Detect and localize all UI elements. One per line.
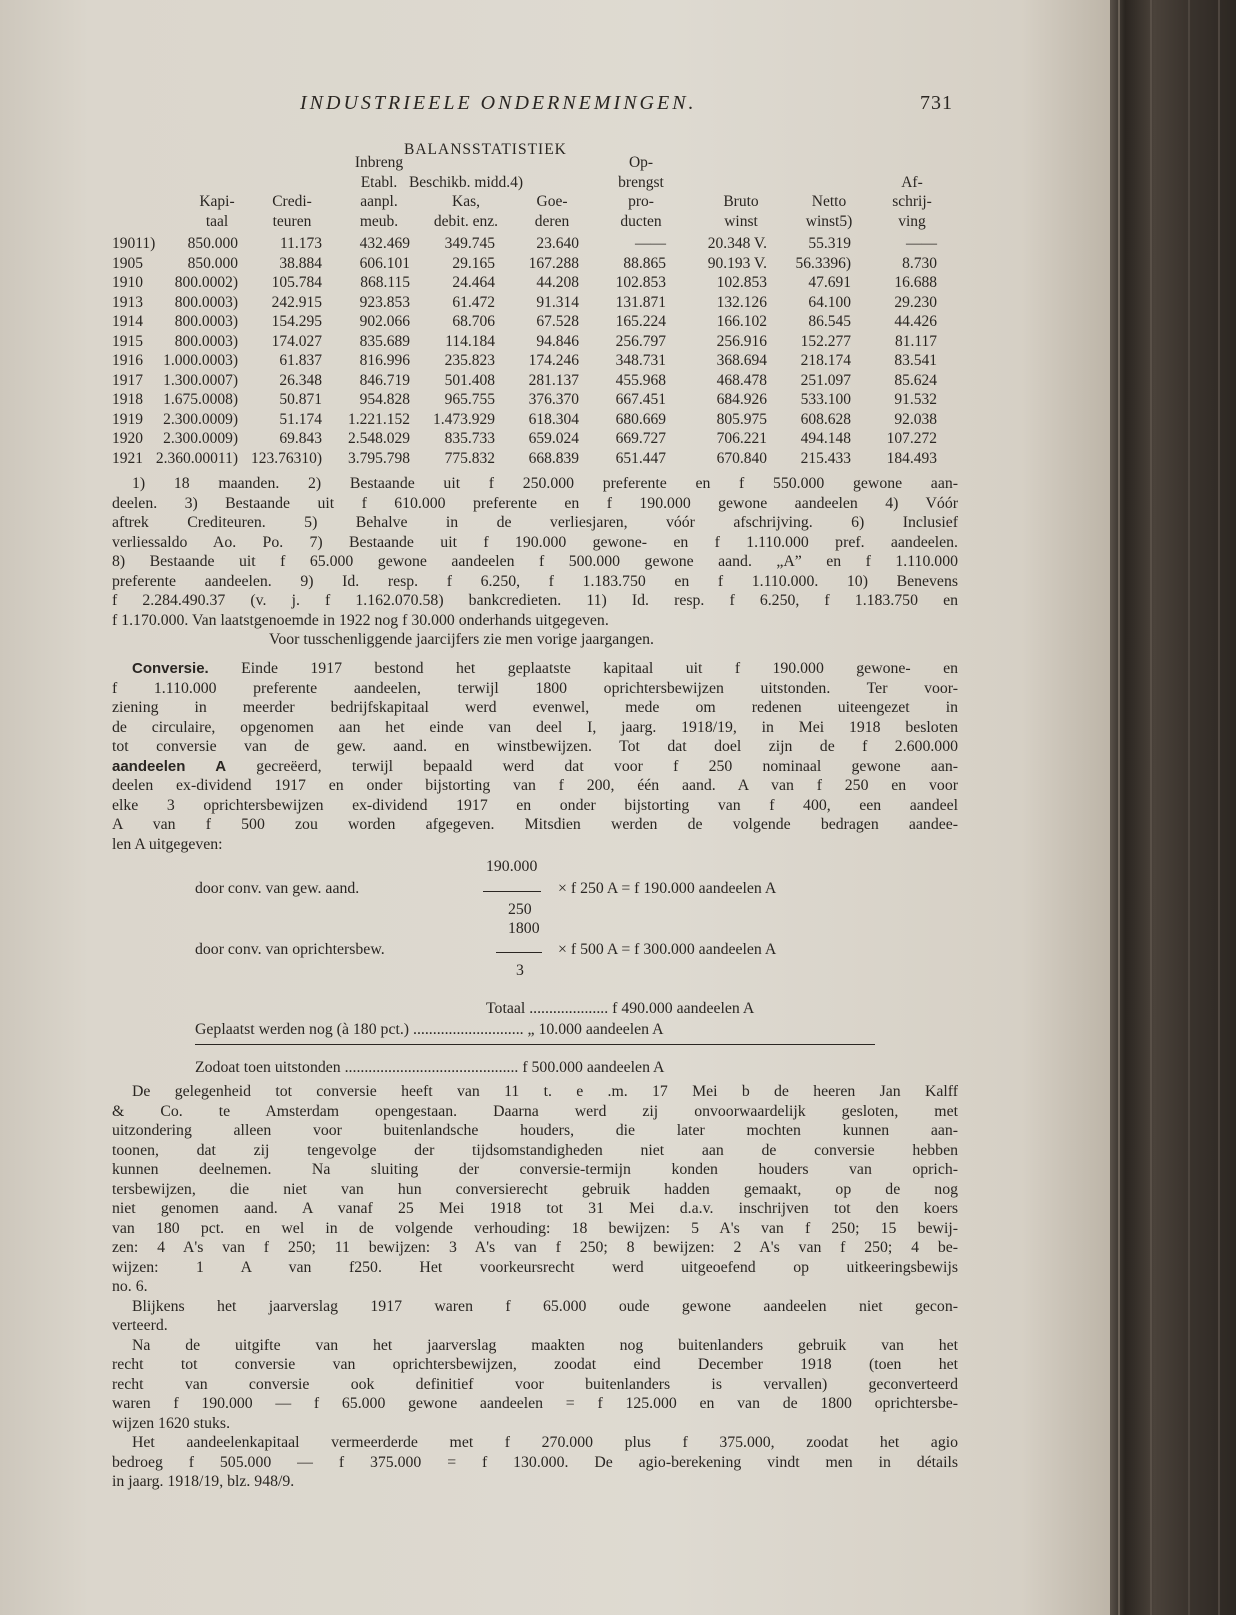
table-cell: 56.3396) <box>795 254 851 272</box>
table-cell: 432.469 <box>359 235 410 252</box>
paragraph-line: waren f 190.000 — f 65.000 gewone aandeelen = f 125.000 en van de 1800 oprichtersbe- <box>112 1395 958 1412</box>
table-cell: 468.478 <box>716 371 767 389</box>
table-cell: 88.865 <box>623 254 666 272</box>
column-header-kas: debit. enz. <box>433 212 499 230</box>
table-title: BALANSSTATISTIEK <box>404 141 567 158</box>
table-cell: 154.295 <box>271 313 322 330</box>
table-cell: 965.755 <box>444 391 495 408</box>
fraction-bar <box>483 891 541 892</box>
calc-result: × f 500 A = f 300.000 aandeelen A <box>558 941 777 958</box>
table-cell: 850.000 <box>187 235 238 252</box>
table-cell: 16.688 <box>894 274 937 291</box>
calc-result: × f 250 A = f 190.000 aandeelen A <box>558 880 777 897</box>
paragraph-line: kunnen deelnemen. Na sluiting der conversie-termijn konden houders van oprich- <box>112 1161 958 1178</box>
paragraph-line: zen: 4 A's van f 250; 11 bewijzen: 3 A's van f 250; 8 bewijzen: 2 A's van f 250; 4 be- <box>112 1239 958 1256</box>
conversie-section <box>112 659 958 854</box>
fraction-denominator: 3 <box>516 962 524 979</box>
table-cell: 251.097 <box>800 371 851 389</box>
paragraph-line: van 180 pct. en wel in de volgende verhouding: 18 bewijzen: 5 A's van f 250; 15 bewij- <box>112 1219 958 1237</box>
table-cell: 107.272 <box>886 430 937 447</box>
table-cell: 455.968 <box>615 371 666 389</box>
note-line: Voor tusschenliggende jaarcijfers zie men vorige jaargangen. <box>269 631 654 648</box>
text-line <box>112 659 958 679</box>
column-header-opbrengst: Op- <box>628 154 654 171</box>
table-cell: 667.451 <box>615 391 666 408</box>
table-cell: 2.300.0009) <box>163 410 238 428</box>
text-line <box>112 757 958 777</box>
table-cell: 368.694 <box>716 352 767 369</box>
fraction-denominator: 250 <box>508 901 532 918</box>
table-cell: —— <box>635 235 666 252</box>
table-cell: 954.828 <box>359 391 410 408</box>
sum-rule <box>195 1044 875 1045</box>
table-cell: 24.464 <box>452 274 495 291</box>
table-cell: 775.832 <box>444 449 495 467</box>
footnote-line: verliessaldo Ao. Po. 7) Bestaande uit f 190.000 gewone- en f 1.110.000 pref. aandeelen. <box>112 533 958 551</box>
table-cell: 235.823 <box>444 352 495 369</box>
table-cell: 684.926 <box>716 391 767 408</box>
paragraph-line: Het aandeelenkapitaal vermeerderde met f 270.000 plus f 375.000, zoodat het agio <box>132 1434 958 1451</box>
column-header-bruto: winst <box>724 212 758 230</box>
table-cell: 166.102 <box>716 313 767 330</box>
table-cell: 83.541 <box>894 352 937 369</box>
table-cell: 1.221.152 <box>348 410 410 428</box>
table-row-year: 1921 <box>112 449 143 467</box>
table-row-year: 1905 <box>112 254 143 272</box>
table-cell: 1.300.0007) <box>163 371 238 389</box>
table-cell: 1.473.929 <box>433 410 495 428</box>
table-cell: 846.719 <box>359 371 410 389</box>
book-binding <box>1110 0 1236 1615</box>
paragraph-line: niet genomen aand. A vanaf 25 Mei 1918 tot 31 Mei d.a.v. inschrijven tot den koers <box>112 1200 958 1217</box>
text-line: de circulaire, opgenomen aan het einde van deel I, jaarg. 1918/19, in Mei 1918 besloten <box>112 718 958 736</box>
table-cell: 102.853 <box>716 274 767 291</box>
table-row-year: 1913 <box>112 293 143 311</box>
column-header-inbreng: Etabl. <box>360 173 398 191</box>
section-heading: Conversie. <box>132 660 209 677</box>
table-row-year: 1914 <box>112 313 143 330</box>
table-cell: 651.447 <box>615 449 666 467</box>
table-cell: 608.628 <box>800 410 851 428</box>
table-cell: 805.975 <box>716 410 767 428</box>
table-cell: 152.277 <box>800 332 851 350</box>
paragraph-line: in jaarg. 1918/19, blz. 948/9. <box>112 1473 295 1490</box>
table-cell: 218.174 <box>800 352 851 369</box>
paragraph-line: wijzen: 1 A van f250. Het voorkeursrecht werd uitgeoefend op uitkeeringsbewijs <box>112 1258 958 1276</box>
paragraph-line: no. 6. <box>112 1278 148 1295</box>
body-paragraphs <box>112 1082 958 1492</box>
table-cell: 376.370 <box>528 391 579 408</box>
footnote-line: f 2.284.490.37 (v. j. f 1.162.070.58) bankcredieten. 11) Id. resp. f 6.250, f 1.183.750 en <box>112 592 958 609</box>
table-cell: 349.745 <box>444 235 495 252</box>
column-header-bruto: Bruto <box>723 193 759 210</box>
table-row-year: 1916 <box>112 352 143 369</box>
table-cell: 670.840 <box>716 449 767 467</box>
table-cell: 26.348 <box>279 371 322 389</box>
table-cell: 800.0002) <box>174 274 238 291</box>
column-header-afschrijving: Af- <box>901 173 923 191</box>
table-cell: 3.795.798 <box>348 449 410 467</box>
table-cell: 38.884 <box>279 254 322 272</box>
table-cell: 242.915 <box>271 293 322 311</box>
text-run: Einde 1917 bestond het geplaatste kapitaal uit f 190.000 gewone- en <box>241 660 958 677</box>
table-cell: 533.100 <box>800 391 851 408</box>
table-cell: 800.0003) <box>174 332 238 350</box>
table-row-year: 1917 <box>112 371 143 389</box>
paragraph-line: verteerd. <box>112 1317 168 1334</box>
table-cell: 55.319 <box>808 235 851 252</box>
column-header-opbrengst: ducten <box>620 212 662 230</box>
page-number: 731 <box>920 92 953 114</box>
text-line: ziening in meerder bedrijfskapitaal werd evenwel, mede om redenen uiteengezet in <box>112 699 958 716</box>
table-cell: 92.038 <box>894 410 937 428</box>
column-header-inbreng: meub. <box>359 212 399 230</box>
table-cell: 67.528 <box>536 313 579 330</box>
column-header-goederen: Goe- <box>536 193 568 210</box>
paragraph-line: tersbewijzen, die niet van hun conversierecht gebruik hadden gemaakt, op de nog <box>112 1180 958 1198</box>
table-cell: 61.472 <box>452 293 495 311</box>
paragraph-line: recht tot conversie van oprichtersbewijzen, zoodat eind December 1918 (toen het <box>112 1356 958 1373</box>
calc-label: door conv. van gew. aand. <box>195 880 360 897</box>
table-cell: 348.731 <box>615 352 666 369</box>
table-cell: 20.348 V. <box>707 235 767 252</box>
table-row-year: 19011) <box>112 235 156 252</box>
column-header-kas: Beschikb. midd.4) <box>408 173 524 191</box>
table-row-year: 1920 <box>112 430 143 447</box>
column-header-inbreng: aanpl. <box>360 193 398 210</box>
column-header-inbreng: Inbreng <box>354 154 404 171</box>
table-cell: 2.548.029 <box>348 430 410 447</box>
paragraph-line: Blijkens het jaarverslag 1917 waren f 65.000 oude gewone aandeelen niet gecon- <box>132 1297 958 1315</box>
table-cell: 850.000 <box>187 254 238 272</box>
text-run: gecreëerd, terwijl bepaald werd dat voor f 250 nominaal gewone aan- <box>256 757 958 775</box>
table-cell: 215.433 <box>800 449 851 467</box>
table-cell: 923.853 <box>359 293 410 311</box>
table-cell: 256.916 <box>716 332 767 350</box>
column-header-afschrijving: schrij- <box>892 193 932 210</box>
calc-outstanding: Zodoat toen uitstonden ............................................ f 500.000 aandeelen A <box>195 1059 665 1076</box>
table-cell: 23.640 <box>536 235 579 252</box>
text-line: deelen ex-dividend 1917 en onder bijstorting van f 200, één aand. A van f 250 en voor <box>112 777 958 794</box>
text-line: f 1.110.000 preferente aandeelen, terwijl 1800 oprichtersbewijzen uitstonden. Ter voor- <box>112 679 958 697</box>
table-cell: 606.101 <box>359 254 410 272</box>
paragraph-line: toonen, dat zij tengevolge der tijdsomstandigheden niet aan de conversie hebben <box>112 1141 958 1159</box>
column-header-crediteuren: Credi- <box>272 193 312 210</box>
table-cell: 29.165 <box>452 254 495 272</box>
table-cell: 800.0003) <box>174 293 238 311</box>
table-cell: 50.871 <box>279 391 322 408</box>
fraction-numerator: 1800 <box>508 920 540 937</box>
paragraph-line: wijzen 1620 stuks. <box>112 1414 231 1432</box>
table-cell: 835.733 <box>444 430 495 447</box>
bold-term: aandeelen A <box>112 757 227 775</box>
text-line: A van f 500 zou worden afgegeven. Mitsdien werden de volgende bedragen aandee- <box>112 816 958 833</box>
table-cell: —— <box>906 235 937 252</box>
table-cell: 800.0003) <box>174 313 238 330</box>
table-cell: 174.027 <box>271 332 322 350</box>
table-cell: 868.115 <box>360 274 410 291</box>
table-row-year: 1915 <box>112 332 143 350</box>
table-cell: 174.246 <box>528 352 579 369</box>
paragraph-line: recht van conversie ook definitief voor buitenlanders is vervallen) geconverteerd <box>112 1375 958 1393</box>
table-cell: 1.000.0003) <box>163 352 238 369</box>
column-header-kapitaal: Kapi- <box>199 193 235 210</box>
table-cell: 835.689 <box>359 332 410 350</box>
table-row-year: 1918 <box>112 391 143 408</box>
table-cell: 105.784 <box>271 274 322 291</box>
footnote-line: 1) 18 maanden. 2) Bestaande uit f 250.000 preferente en f 550.000 gewone aan- <box>132 475 958 492</box>
table-cell: 256.797 <box>615 332 666 350</box>
table-cell: 44.426 <box>894 313 937 330</box>
column-header-netto: winst5) <box>805 212 853 230</box>
table-cell: 29.230 <box>894 293 937 311</box>
table-cell: 680.669 <box>615 410 666 428</box>
table-cell: 816.996 <box>359 352 410 369</box>
calc-issued: Geplaatst werden nog (à 180 pct.) ............................ „ 10.000 aandeelen A <box>195 1021 664 1038</box>
table-cell: 91.314 <box>536 293 579 311</box>
table-cell: 68.706 <box>452 313 495 330</box>
table-cell: 706.221 <box>716 430 767 447</box>
table-cell: 90.193 V. <box>707 254 767 272</box>
footnote-line: f 1.170.000. Van laatstgenoemde in 1922 nog f 30.000 onderhands uitgegeven. <box>112 611 609 629</box>
paragraph-line: uitzondering alleen voor buitenlandsche houders, die later mochten kunnen aan- <box>112 1122 958 1139</box>
footnote-line: deelen. 3) Bestaande uit f 610.000 preferente en f 190.000 gewone aandeelen 4) Vóór <box>112 494 958 512</box>
table-cell: 501.408 <box>444 371 495 389</box>
table-cell: 61.837 <box>279 352 322 369</box>
table-cell: 281.137 <box>528 371 579 389</box>
table-cell: 69.843 <box>279 430 322 447</box>
calc-label: door conv. van oprichtersbew. <box>195 941 385 958</box>
table-cell: 11.173 <box>279 235 322 252</box>
paragraph-line: & Co. te Amsterdam opengestaan. Daarna werd zij onvoorwaardelijk gesloten, met <box>112 1102 958 1120</box>
table-cell: 64.100 <box>808 293 851 311</box>
table-cell: 102.853 <box>615 274 666 291</box>
table-row-year: 1919 <box>112 410 143 428</box>
table-cell: 81.117 <box>894 332 937 350</box>
table-cell: 114.184 <box>445 332 495 350</box>
fraction-bar <box>496 952 542 953</box>
paragraph-line: De gelegenheid tot conversie heeft van 11 t. e .m. 17 Mei b de heeren Jan Kalff <box>132 1083 958 1100</box>
table-cell: 132.126 <box>716 293 767 311</box>
table-cell: 167.288 <box>528 254 579 272</box>
column-header-afschrijving: ving <box>898 212 926 230</box>
table-cell: 184.493 <box>886 449 937 467</box>
footnote-line: aftrek Crediteuren. 5) Behalve in de verliesjaren, vóór afschrijving. 6) Inclusief <box>112 514 958 531</box>
text-line: elke 3 oprichtersbewijzen ex-dividend 1917 en onder bijstorting van f 400, een aandeel <box>112 796 958 814</box>
table-cell: 123.76310) <box>250 449 322 467</box>
column-header-netto: Netto <box>811 193 847 210</box>
running-title: INDUSTRIEELE ONDERNEMINGEN. <box>300 92 697 114</box>
column-header-goederen: deren <box>534 212 570 230</box>
table-cell: 2.360.00011) <box>155 449 238 467</box>
table-cell: 86.545 <box>808 313 851 330</box>
table-cell: 494.148 <box>800 430 851 447</box>
table-cell: 618.304 <box>528 410 579 428</box>
table-cell: 47.691 <box>808 274 851 291</box>
footnotes <box>112 474 958 630</box>
table-cell: 2.300.0009) <box>163 430 238 447</box>
text-line: tot conversie van de gew. aand. en winstbewijzen. Tot dat doel zijn de f 2.600.000 <box>112 738 958 755</box>
table-cell: 669.727 <box>615 430 666 447</box>
text-line: len A uitgegeven: <box>112 835 223 853</box>
column-header-crediteuren: teuren <box>272 212 312 230</box>
table-cell: 902.066 <box>359 313 410 330</box>
column-header-opbrengst: brengst <box>618 173 664 191</box>
note <box>112 630 958 650</box>
footnote-line: preferente aandeelen. 9) Id. resp. f 6.250, f 1.183.750 en f 1.110.000. 10) Benevens <box>112 572 958 590</box>
table-cell: 131.871 <box>615 293 666 311</box>
table-cell: 1.675.0008) <box>163 391 238 408</box>
footnote-line: 8) Bestaande uit f 65.000 gewone aandeelen f 500.000 gewone aand. „A” en f 1.110.000 <box>112 553 958 570</box>
column-header-opbrengst: pro- <box>628 193 654 210</box>
table-cell: 44.208 <box>536 274 579 291</box>
column-header-kapitaal: taal <box>205 212 229 230</box>
table-cell: 668.839 <box>528 449 579 467</box>
table-row-year: 1910 <box>112 274 143 291</box>
paragraph-line: Na de uitgifte van het jaarverslag maakten nog buitenlanders gebruik van het <box>132 1336 958 1354</box>
table-cell: 659.024 <box>528 430 579 447</box>
table-cell: 165.224 <box>615 313 666 330</box>
table-cell: 85.624 <box>894 371 937 389</box>
table-cell: 94.846 <box>536 332 579 350</box>
column-header-kas: Kas, <box>452 193 480 210</box>
table-cell: 91.532 <box>894 391 937 408</box>
calc-total: Totaal .................... f 490.000 aandeelen A <box>486 1000 755 1017</box>
fraction-numerator: 190.000 <box>486 858 538 875</box>
paragraph-line: bedroeg f 505.000 — f 375.000 = f 130.000. De agio-berekening vindt men in détails <box>112 1453 958 1471</box>
table-cell: 51.174 <box>279 410 322 428</box>
table-cell: 8.730 <box>902 254 937 272</box>
